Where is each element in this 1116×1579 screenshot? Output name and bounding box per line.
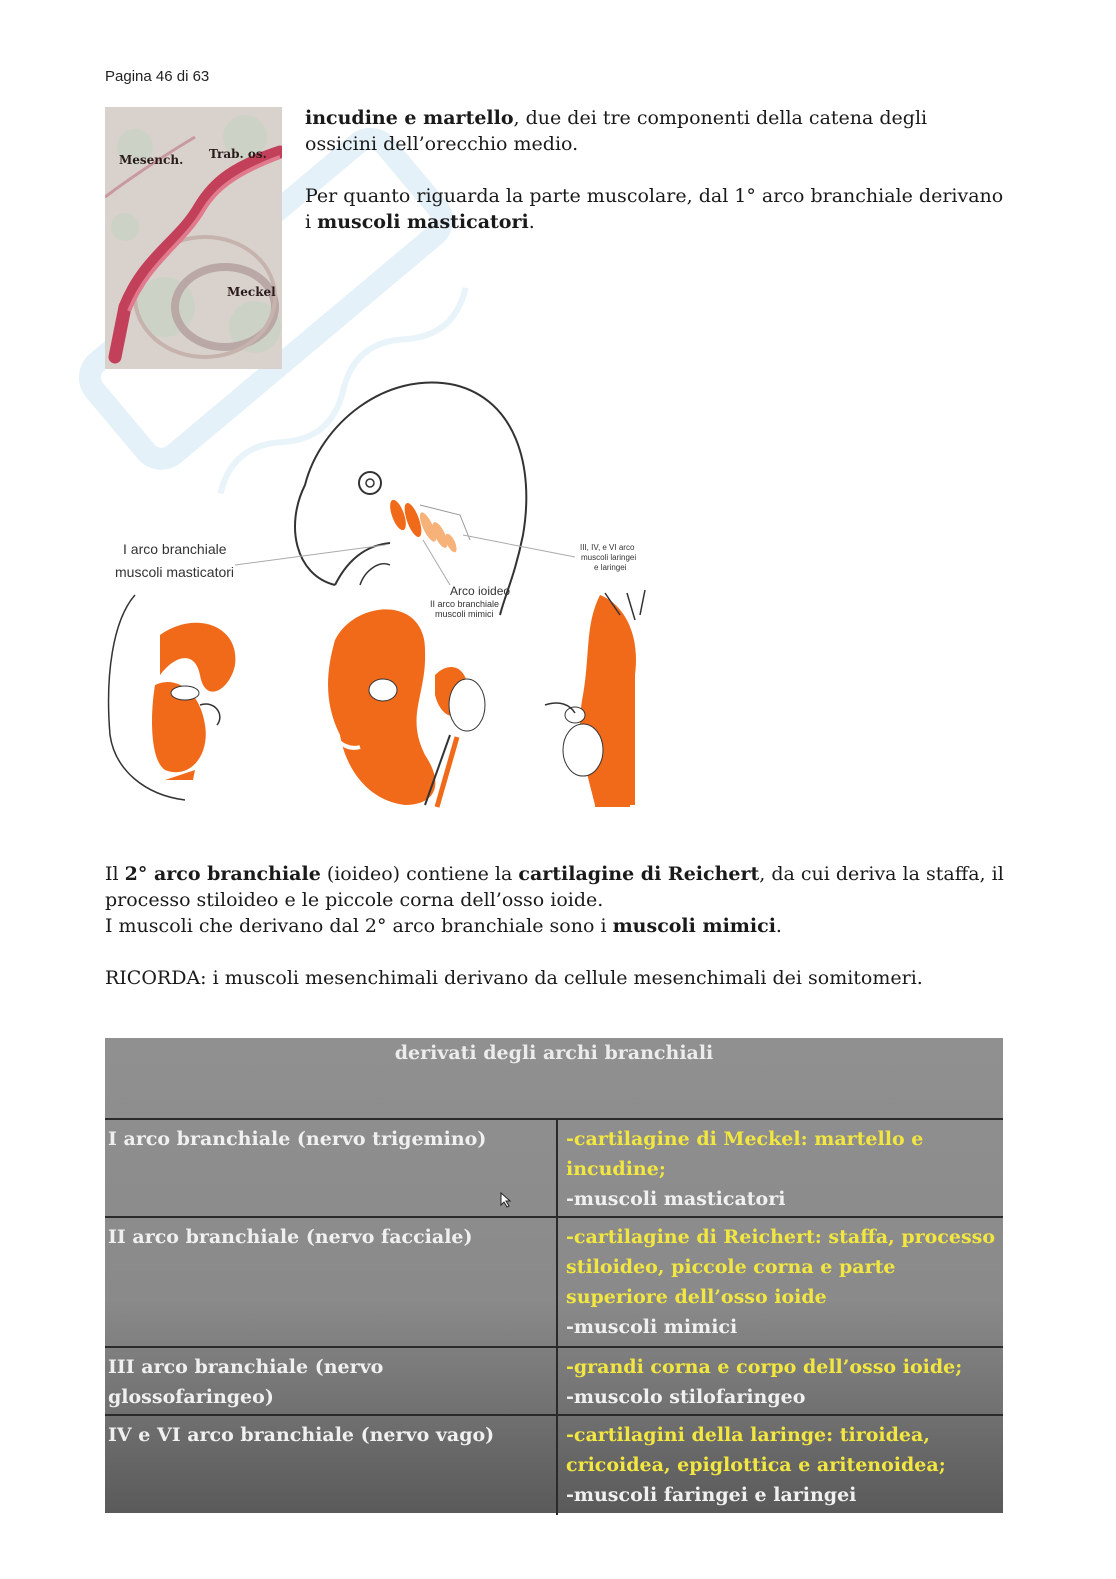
body-bold-mimici: muscoli mimici xyxy=(612,915,776,937)
table-cell-arch: III arco branchiale (nervo glossofaringeo) xyxy=(108,1356,384,1408)
derivative-muscles: -muscoli faringei e laringei xyxy=(566,1484,857,1506)
body-text-il: Il xyxy=(105,863,125,885)
diagram-illustration xyxy=(105,375,665,830)
body-bold-reichert: cartilagine di Reichert xyxy=(518,863,760,885)
table-cell-derivatives xyxy=(566,1222,996,1342)
table-row xyxy=(105,1414,1003,1515)
label-arch2-title: Arco ioideo xyxy=(450,584,511,598)
intro-text-ossicini: , due dei tre componenti della catena degli ossicini dell’orecchio medio. xyxy=(305,107,928,155)
derivative-muscles: -muscolo stilofaringeo xyxy=(566,1386,806,1408)
intro-period: . xyxy=(528,211,535,233)
histology-label-mesench: Mesench. xyxy=(119,153,184,167)
table-cell-derivatives xyxy=(566,1124,996,1214)
table-title: derivati degli archi branchiali xyxy=(394,1042,714,1064)
table-divider xyxy=(556,1348,558,1416)
body-text-staffa: , da cui deriva la staffa, il processo stiloideo e le piccole corna dell’osso ioide. xyxy=(105,863,1004,911)
table-cell-arch: IV e VI arco branchiale (nervo vago) xyxy=(108,1424,495,1446)
table-divider xyxy=(556,1416,558,1515)
intro-bold-incudine: incudine e martello xyxy=(305,107,514,129)
page-number: Pagina 46 di 63 xyxy=(105,68,210,85)
label-arch1-muscles: muscoli masticatori xyxy=(115,564,235,580)
histology-image xyxy=(105,107,282,369)
label-arch3-title: III, IV, e VI arco xyxy=(580,543,635,552)
derivative-cartilage: -grandi corna e corpo dell’osso ioide; xyxy=(566,1356,963,1378)
intro-bold-masticatori: muscoli masticatori xyxy=(317,211,529,233)
label-arch1-title: I arco branchiale xyxy=(123,541,227,557)
body-bold-arco: 2° arco branchiale xyxy=(124,863,321,885)
derivative-muscles: -muscoli mimici xyxy=(566,1316,738,1338)
derivative-muscles: -muscoli masticatori xyxy=(566,1188,786,1210)
label-arch3-muscles: muscoli laringei xyxy=(581,553,637,562)
derivative-cartilage: -cartilagini della laringe: tiroidea, cricoidea, epiglottica e aritenoidea; xyxy=(566,1424,946,1476)
table-row xyxy=(105,1118,1003,1218)
intro-text xyxy=(305,105,1005,261)
label-arch2-muscles: muscoli mimici xyxy=(435,609,494,619)
body-paragraph-ricorda: RICORDA: i muscoli mesenchimali derivano da cellule mesenchimali dei somitomeri. xyxy=(105,967,923,989)
label-arch3-laringei: e laringei xyxy=(594,563,627,572)
histology-label-meckel: Meckel xyxy=(227,285,276,299)
intro-paragraph-2 xyxy=(305,183,1005,235)
table-cell-derivatives xyxy=(566,1352,996,1412)
table-row xyxy=(105,1346,1003,1416)
table-divider xyxy=(556,1120,558,1218)
derivative-cartilage: -cartilagine di Reichert: staffa, processo stiloideo, piccole corna e parte superiore dell’osso ioide xyxy=(566,1226,996,1308)
branchial-arch-diagram xyxy=(105,375,665,830)
body-text-contiene: (ioideo) contiene la xyxy=(320,863,519,885)
body-paragraph-mimici xyxy=(105,913,1005,939)
derivatives-table xyxy=(105,1038,1003,1513)
histology-label-trab: Trab. os. xyxy=(209,147,267,161)
body-text xyxy=(105,861,1005,991)
body-paragraph-reichert xyxy=(105,861,1005,913)
table-row xyxy=(105,1216,1003,1348)
derivative-cartilage: -cartilagine di Meckel: martello e incudine; xyxy=(566,1128,924,1180)
intro-text-muscolare: Per quanto riguarda la parte muscolare, dal 1° arco branchiale derivano i xyxy=(305,185,1004,233)
intro-paragraph-1 xyxy=(305,105,1005,157)
table-cell-arch: II arco branchiale (nervo facciale) xyxy=(108,1226,473,1248)
table-cell-arch: I arco branchiale (nervo trigemino) xyxy=(108,1128,487,1150)
body-text-muscoli: I muscoli che derivano dal 2° arco branchiale sono i xyxy=(105,915,613,937)
body-period: . xyxy=(775,915,782,937)
table-divider xyxy=(556,1218,558,1348)
mouse-cursor-icon xyxy=(500,1192,512,1208)
table-cell-derivatives xyxy=(566,1420,996,1510)
label-arch2-number: II arco branchiale xyxy=(430,599,500,609)
